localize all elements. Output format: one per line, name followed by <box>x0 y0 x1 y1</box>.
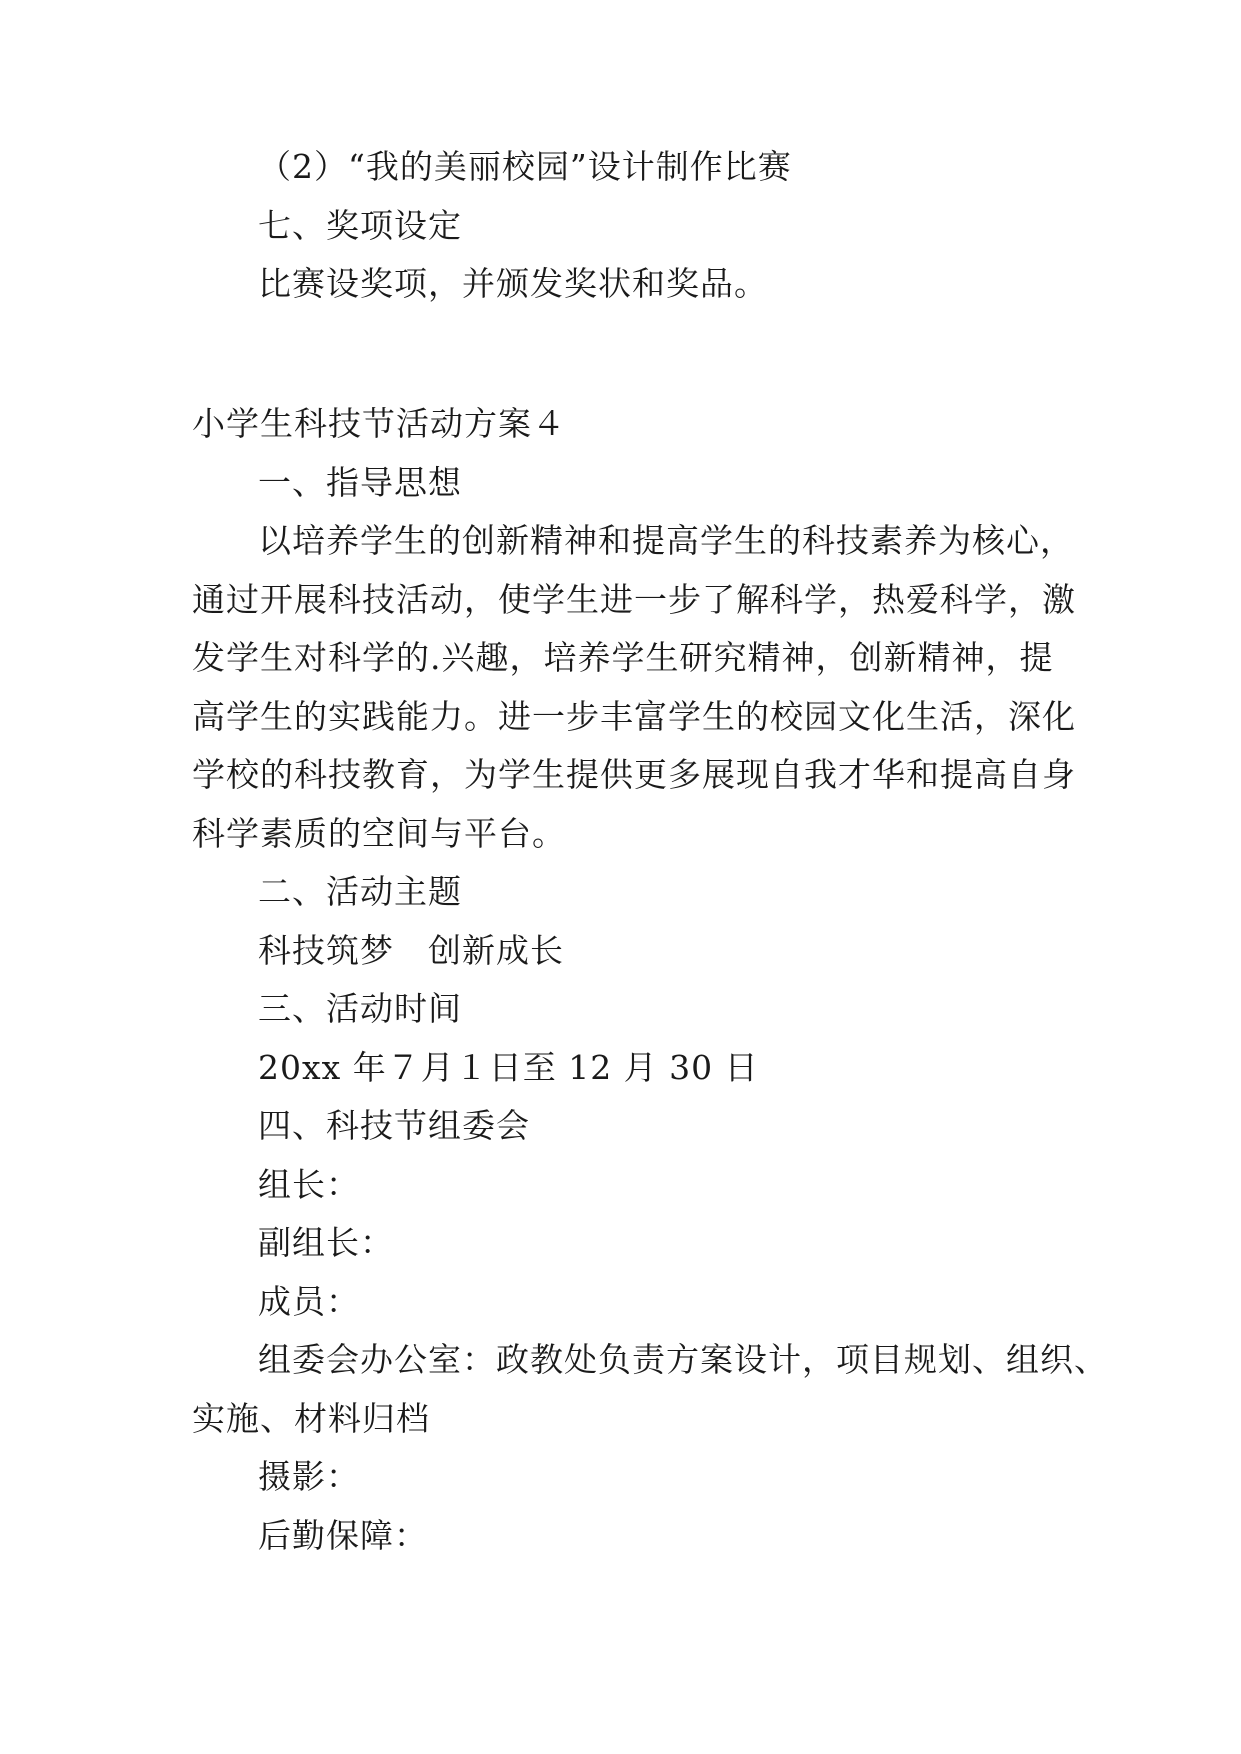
plan-title: 小学生科技节活动方案４ <box>192 404 566 443</box>
vice-leader-label: 副组长： <box>258 1223 394 1262</box>
guiding-thought-line: 以培养学生的创新精神和提高学生的科技素养为核心， <box>258 521 1074 560</box>
guiding-thought-line: 通过开展科技活动，使学生进一步了解科学，热爱科学，激 <box>192 579 1076 619</box>
logistics-label: 后勤保障： <box>258 1515 428 1555</box>
committee-heading: 四、科技节组委会 <box>258 1106 530 1145</box>
plan-4-section <box>192 395 1108 1565</box>
guiding-thought-heading: 一、指导思想 <box>258 462 462 502</box>
awards-heading: 七、奖项设定 <box>258 205 462 245</box>
office-line: 组委会办公室：政教处负责方案设计，项目规划、组织、 <box>258 1340 1108 1379</box>
awards-text: 比赛设奖项，并颁发奖状和奖品。 <box>258 264 768 303</box>
office-line: 实施、材料归档 <box>192 1398 430 1438</box>
time-text: 20xx 年７月１日至 12 月 30 日 <box>258 1047 759 1087</box>
guiding-thought-line: 科学素质的空间与平台。 <box>192 813 566 853</box>
photography-label: 摄影： <box>258 1457 360 1496</box>
previous-section <box>192 138 1072 314</box>
leader-label: 组长： <box>258 1164 360 1204</box>
guiding-thought-line: 学校的科技教育，为学生提供更多展现自我才华和提高自身 <box>192 755 1076 794</box>
theme-text: 科技筑梦 创新成长 <box>258 930 564 970</box>
guiding-thought-line: 高学生的实践能力。进一步丰富学生的校园文化生活，深化 <box>192 696 1076 736</box>
time-heading: 三、活动时间 <box>258 989 462 1028</box>
guiding-thought-line: 发学生对科学的.兴趣，培养学生研究精神，创新精神，提 <box>192 638 1054 677</box>
theme-heading: 二、活动主题 <box>258 872 462 911</box>
competition-item-2: （2）“我的美丽校园”设计制作比赛 <box>258 147 792 186</box>
members-label: 成员： <box>258 1281 360 1321</box>
